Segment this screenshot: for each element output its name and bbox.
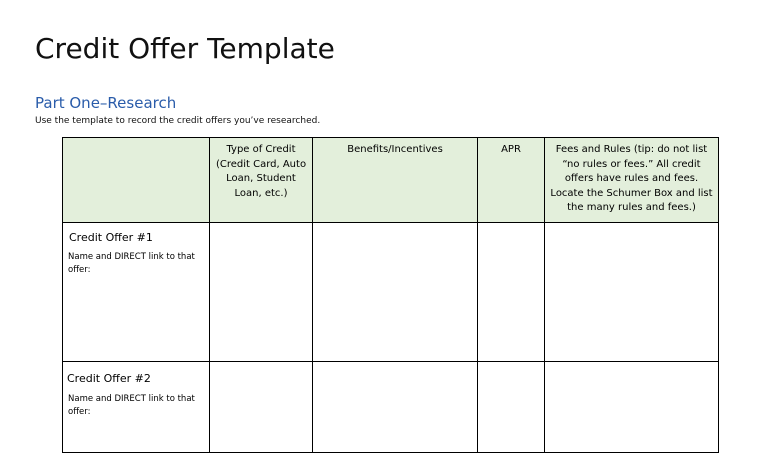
- header-apr: APR: [478, 138, 545, 223]
- offer-title: Credit Offer #2: [67, 372, 151, 385]
- credit-offer-table: [62, 137, 719, 453]
- row-label-cell: [63, 223, 210, 362]
- table-row: [63, 223, 719, 362]
- table-header-row: [63, 138, 719, 223]
- row-label-cell: [63, 362, 210, 453]
- header-cell-blank: [63, 138, 210, 223]
- table-row: [63, 362, 719, 453]
- apr-cell[interactable]: [478, 223, 545, 362]
- offer-sublabel: Name and DIRECT link to that offer:: [68, 393, 195, 417]
- header-benefits-incentives: Benefits/Incentives: [313, 138, 478, 223]
- header-fees-and-rules: Fees and Rules (tip: do not list “no rules or fees.” All credit offers have rules and fees. Locate the Schumer Box and list the many rules and fees.): [545, 138, 719, 223]
- fees-rules-cell[interactable]: [545, 223, 719, 362]
- apr-cell[interactable]: [478, 362, 545, 453]
- benefits-cell[interactable]: [313, 362, 478, 453]
- offer-sublabel: Name and DIRECT link to that offer:: [68, 251, 195, 275]
- type-of-credit-cell[interactable]: [210, 223, 313, 362]
- fees-rules-cell[interactable]: [545, 362, 719, 453]
- instructions-text: Use the template to record the credit offers you’ve researched.: [35, 116, 321, 126]
- type-of-credit-cell[interactable]: [210, 362, 313, 453]
- offer-title: Credit Offer #1: [69, 231, 153, 244]
- section-heading: Part One–Research: [35, 94, 177, 112]
- page-title: Credit Offer Template: [35, 32, 335, 65]
- benefits-cell[interactable]: [313, 223, 478, 362]
- header-type-of-credit: Type of Credit (Credit Card, Auto Loan, Student Loan, etc.): [210, 138, 313, 223]
